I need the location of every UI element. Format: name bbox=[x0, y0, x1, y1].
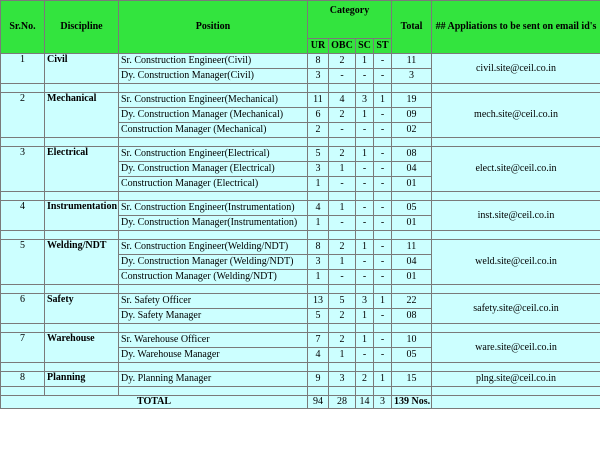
ur-cell: 8 bbox=[308, 240, 329, 255]
obc-cell: 2 bbox=[329, 147, 356, 162]
sr-no-cell: 1 bbox=[1, 54, 45, 84]
spacer-cell bbox=[45, 84, 119, 93]
total-cell: 05 bbox=[392, 348, 432, 363]
sr-no-cell: 4 bbox=[1, 201, 45, 231]
header-discipline: Discipline bbox=[45, 1, 119, 54]
position-cell: Dy. Construction Manager(Instrumentation) bbox=[119, 216, 308, 231]
table-row bbox=[1, 201, 600, 216]
spacer-cell bbox=[356, 231, 374, 240]
obc-cell: - bbox=[329, 216, 356, 231]
spacer-row bbox=[1, 324, 600, 333]
spacer-cell bbox=[432, 231, 600, 240]
spacer-cell bbox=[329, 138, 356, 147]
spacer-cell bbox=[432, 192, 600, 201]
table-row bbox=[1, 372, 600, 387]
discipline-cell: Welding/NDT bbox=[45, 240, 119, 285]
discipline-cell: Electrical bbox=[45, 147, 119, 192]
spacer-cell bbox=[356, 387, 374, 396]
table-row bbox=[1, 147, 600, 162]
spacer-cell bbox=[1, 192, 45, 201]
spacer-cell bbox=[329, 192, 356, 201]
spacer-cell bbox=[329, 324, 356, 333]
st-cell: - bbox=[374, 255, 392, 270]
spacer-row bbox=[1, 387, 600, 396]
st-cell: - bbox=[374, 69, 392, 84]
obc-cell: - bbox=[329, 177, 356, 192]
header-st: ST bbox=[374, 39, 392, 54]
position-cell: Construction Manager (Welding/NDT) bbox=[119, 270, 308, 285]
header-obc: OBC bbox=[329, 39, 356, 54]
obc-cell: 3 bbox=[329, 372, 356, 387]
spacer-cell bbox=[392, 387, 432, 396]
spacer-cell bbox=[392, 363, 432, 372]
sc-cell: 3 bbox=[356, 294, 374, 309]
total-label: TOTAL bbox=[1, 396, 308, 409]
obc-cell: 4 bbox=[329, 93, 356, 108]
table-row bbox=[1, 54, 600, 69]
total-ur-cell: 94 bbox=[308, 396, 329, 409]
spacer-row bbox=[1, 363, 600, 372]
total-cell: 11 bbox=[392, 54, 432, 69]
spacer-cell bbox=[356, 84, 374, 93]
obc-cell: 1 bbox=[329, 348, 356, 363]
st-cell: - bbox=[374, 177, 392, 192]
total-cell: 01 bbox=[392, 216, 432, 231]
spacer-cell bbox=[119, 387, 308, 396]
total-cell: 09 bbox=[392, 108, 432, 123]
discipline-cell: Instrumentation bbox=[45, 201, 119, 231]
total-total-cell: 139 Nos. bbox=[392, 396, 432, 409]
spacer-cell bbox=[1, 363, 45, 372]
sc-cell: 1 bbox=[356, 54, 374, 69]
ur-cell: 1 bbox=[308, 216, 329, 231]
spacer-cell bbox=[308, 363, 329, 372]
spacer-cell bbox=[432, 324, 600, 333]
position-cell: Sr. Construction Engineer(Civil) bbox=[119, 54, 308, 69]
spacer-cell bbox=[119, 192, 308, 201]
obc-cell: 2 bbox=[329, 309, 356, 324]
ur-cell: 5 bbox=[308, 309, 329, 324]
sc-cell: - bbox=[356, 69, 374, 84]
spacer-cell bbox=[432, 84, 600, 93]
spacer-cell bbox=[119, 324, 308, 333]
position-cell: Sr. Warehouse Officer bbox=[119, 333, 308, 348]
sc-cell: - bbox=[356, 177, 374, 192]
position-cell: Sr. Safety Officer bbox=[119, 294, 308, 309]
sr-no-cell: 2 bbox=[1, 93, 45, 138]
ur-cell: 11 bbox=[308, 93, 329, 108]
position-cell: Dy. Construction Manager(Civil) bbox=[119, 69, 308, 84]
header-position: Position bbox=[119, 1, 308, 54]
spacer-cell bbox=[392, 84, 432, 93]
total-email-cell bbox=[432, 396, 600, 409]
position-cell: Construction Manager (Mechanical) bbox=[119, 123, 308, 138]
obc-cell: 2 bbox=[329, 333, 356, 348]
spacer-cell bbox=[374, 363, 392, 372]
st-cell: - bbox=[374, 123, 392, 138]
st-cell: 1 bbox=[374, 294, 392, 309]
discipline-cell: Planning bbox=[45, 372, 119, 387]
spacer-cell bbox=[374, 192, 392, 201]
spacer-row bbox=[1, 138, 600, 147]
spacer-cell bbox=[432, 138, 600, 147]
spacer-cell bbox=[45, 192, 119, 201]
sc-cell: 1 bbox=[356, 147, 374, 162]
sr-no-cell: 8 bbox=[1, 372, 45, 387]
sc-cell: - bbox=[356, 270, 374, 285]
ur-cell: 3 bbox=[308, 69, 329, 84]
sc-cell: 1 bbox=[356, 108, 374, 123]
spacer-row bbox=[1, 84, 600, 93]
table-row bbox=[1, 240, 600, 255]
spacer-cell bbox=[1, 324, 45, 333]
position-cell: Sr. Construction Engineer(Instrumentation) bbox=[119, 201, 308, 216]
spacer-cell bbox=[45, 231, 119, 240]
ur-cell: 4 bbox=[308, 348, 329, 363]
spacer-cell bbox=[329, 387, 356, 396]
obc-cell: - bbox=[329, 69, 356, 84]
spacer-cell bbox=[119, 285, 308, 294]
spacer-cell bbox=[308, 84, 329, 93]
total-cell: 3 bbox=[392, 69, 432, 84]
ur-cell: 4 bbox=[308, 201, 329, 216]
total-cell: 01 bbox=[392, 177, 432, 192]
sc-cell: - bbox=[356, 348, 374, 363]
total-cell: 01 bbox=[392, 270, 432, 285]
spacer-cell bbox=[329, 84, 356, 93]
spacer-cell bbox=[392, 138, 432, 147]
total-cell: 10 bbox=[392, 333, 432, 348]
spacer-cell bbox=[308, 231, 329, 240]
obc-cell: 1 bbox=[329, 162, 356, 177]
total-cell: 11 bbox=[392, 240, 432, 255]
spacer-cell bbox=[374, 285, 392, 294]
spacer-row bbox=[1, 231, 600, 240]
email-cell: plng.site@ceil.co.in bbox=[432, 372, 600, 387]
total-cell: 22 bbox=[392, 294, 432, 309]
spacer-cell bbox=[356, 363, 374, 372]
st-cell: - bbox=[374, 333, 392, 348]
spacer-cell bbox=[1, 138, 45, 147]
sc-cell: - bbox=[356, 216, 374, 231]
discipline-cell: Mechanical bbox=[45, 93, 119, 138]
spacer-cell bbox=[392, 324, 432, 333]
spacer-cell bbox=[356, 285, 374, 294]
spacer-cell bbox=[308, 324, 329, 333]
spacer-cell bbox=[45, 363, 119, 372]
spacer-cell bbox=[392, 285, 432, 294]
spacer-cell bbox=[1, 285, 45, 294]
email-cell: elect.site@ceil.co.in bbox=[432, 147, 600, 192]
sc-cell: - bbox=[356, 123, 374, 138]
position-cell: Dy. Warehouse Manager bbox=[119, 348, 308, 363]
spacer-cell bbox=[374, 138, 392, 147]
ur-cell: 5 bbox=[308, 147, 329, 162]
spacer-cell bbox=[392, 192, 432, 201]
spacer-cell bbox=[1, 231, 45, 240]
st-cell: 1 bbox=[374, 372, 392, 387]
obc-cell: 2 bbox=[329, 54, 356, 69]
st-cell: - bbox=[374, 348, 392, 363]
sc-cell: 1 bbox=[356, 240, 374, 255]
obc-cell: 2 bbox=[329, 108, 356, 123]
obc-cell: - bbox=[329, 270, 356, 285]
sc-cell: 3 bbox=[356, 93, 374, 108]
ur-cell: 7 bbox=[308, 333, 329, 348]
position-cell: Sr. Construction Engineer(Welding/NDT) bbox=[119, 240, 308, 255]
ur-cell: 3 bbox=[308, 255, 329, 270]
total-cell: 02 bbox=[392, 123, 432, 138]
discipline-cell: Warehouse bbox=[45, 333, 119, 363]
st-cell: - bbox=[374, 216, 392, 231]
total-cell: 19 bbox=[392, 93, 432, 108]
st-cell: - bbox=[374, 270, 392, 285]
sc-cell: - bbox=[356, 201, 374, 216]
email-cell: inst.site@ceil.co.in bbox=[432, 201, 600, 231]
total-cell: 05 bbox=[392, 201, 432, 216]
st-cell: - bbox=[374, 147, 392, 162]
spacer-cell bbox=[308, 387, 329, 396]
st-cell: - bbox=[374, 162, 392, 177]
spacer-cell bbox=[432, 387, 600, 396]
spacer-cell bbox=[45, 138, 119, 147]
header-category: Category bbox=[308, 1, 392, 39]
spacer-cell bbox=[432, 285, 600, 294]
position-cell: Dy. Planning Manager bbox=[119, 372, 308, 387]
spacer-cell bbox=[356, 138, 374, 147]
spacer-row bbox=[1, 285, 600, 294]
total-sc-cell: 14 bbox=[356, 396, 374, 409]
spacer-cell bbox=[1, 387, 45, 396]
obc-cell: 1 bbox=[329, 255, 356, 270]
email-cell: civil.site@ceil.co.in bbox=[432, 54, 600, 84]
spacer-cell bbox=[329, 363, 356, 372]
spacer-cell bbox=[356, 324, 374, 333]
spacer-cell bbox=[392, 231, 432, 240]
position-cell: Dy. Construction Manager (Welding/NDT) bbox=[119, 255, 308, 270]
total-row bbox=[1, 396, 600, 409]
st-cell: - bbox=[374, 201, 392, 216]
spacer-cell bbox=[374, 324, 392, 333]
total-cell: 04 bbox=[392, 162, 432, 177]
sc-cell: - bbox=[356, 162, 374, 177]
spacer-cell bbox=[119, 363, 308, 372]
position-cell: Construction Manager (Electrical) bbox=[119, 177, 308, 192]
spacer-cell bbox=[308, 138, 329, 147]
email-cell: safety.site@ceil.co.in bbox=[432, 294, 600, 324]
spacer-cell bbox=[432, 363, 600, 372]
email-cell: weld.site@ceil.co.in bbox=[432, 240, 600, 285]
header-total: Total bbox=[392, 1, 432, 54]
sr-no-cell: 6 bbox=[1, 294, 45, 324]
spacer-cell bbox=[45, 387, 119, 396]
position-cell: Dy. Construction Manager (Electrical) bbox=[119, 162, 308, 177]
obc-cell: - bbox=[329, 123, 356, 138]
spacer-cell bbox=[374, 84, 392, 93]
email-cell: mech.site@ceil.co.in bbox=[432, 93, 600, 138]
st-cell: 1 bbox=[374, 93, 392, 108]
spacer-row bbox=[1, 192, 600, 201]
sr-no-cell: 5 bbox=[1, 240, 45, 285]
discipline-cell: Safety bbox=[45, 294, 119, 324]
spacer-cell bbox=[119, 231, 308, 240]
ur-cell: 1 bbox=[308, 177, 329, 192]
obc-cell: 1 bbox=[329, 201, 356, 216]
st-cell: - bbox=[374, 54, 392, 69]
table-row bbox=[1, 294, 600, 309]
spacer-cell bbox=[308, 285, 329, 294]
spacer-cell bbox=[374, 231, 392, 240]
header-ur: UR bbox=[308, 39, 329, 54]
spacer-cell bbox=[356, 192, 374, 201]
total-cell: 15 bbox=[392, 372, 432, 387]
total-cell: 08 bbox=[392, 309, 432, 324]
table-row bbox=[1, 93, 600, 108]
ur-cell: 2 bbox=[308, 123, 329, 138]
header-sr-no: Sr.No. bbox=[1, 1, 45, 54]
sc-cell: 1 bbox=[356, 309, 374, 324]
header-sc: SC bbox=[356, 39, 374, 54]
position-cell: Sr. Construction Engineer(Mechanical) bbox=[119, 93, 308, 108]
obc-cell: 5 bbox=[329, 294, 356, 309]
discipline-cell: Civil bbox=[45, 54, 119, 84]
table-row bbox=[1, 333, 600, 348]
ur-cell: 3 bbox=[308, 162, 329, 177]
sr-no-cell: 7 bbox=[1, 333, 45, 363]
sc-cell: 1 bbox=[356, 333, 374, 348]
ur-cell: 8 bbox=[308, 54, 329, 69]
spacer-cell bbox=[1, 84, 45, 93]
st-cell: - bbox=[374, 240, 392, 255]
total-cell: 04 bbox=[392, 255, 432, 270]
email-cell: ware.site@ceil.co.in bbox=[432, 333, 600, 363]
ur-cell: 1 bbox=[308, 270, 329, 285]
total-obc-cell: 28 bbox=[329, 396, 356, 409]
total-st-cell: 3 bbox=[374, 396, 392, 409]
ur-cell: 6 bbox=[308, 108, 329, 123]
st-cell: - bbox=[374, 309, 392, 324]
spacer-cell bbox=[329, 231, 356, 240]
position-cell: Sr. Construction Engineer(Electrical) bbox=[119, 147, 308, 162]
position-cell: Dy. Safety Manager bbox=[119, 309, 308, 324]
spacer-cell bbox=[45, 324, 119, 333]
table-body bbox=[1, 54, 600, 409]
sc-cell: - bbox=[356, 255, 374, 270]
st-cell: - bbox=[374, 108, 392, 123]
spacer-cell bbox=[374, 387, 392, 396]
spacer-cell bbox=[329, 285, 356, 294]
obc-cell: 2 bbox=[329, 240, 356, 255]
sc-cell: 2 bbox=[356, 372, 374, 387]
ur-cell: 9 bbox=[308, 372, 329, 387]
position-cell: Dy. Construction Manager (Mechanical) bbox=[119, 108, 308, 123]
ur-cell: 13 bbox=[308, 294, 329, 309]
spacer-cell bbox=[119, 138, 308, 147]
spacer-cell bbox=[45, 285, 119, 294]
spacer-cell bbox=[119, 84, 308, 93]
sr-no-cell: 3 bbox=[1, 147, 45, 192]
spacer-cell bbox=[308, 192, 329, 201]
header-email: ## Appliations to be sent on email id's bbox=[432, 1, 600, 54]
total-cell: 08 bbox=[392, 147, 432, 162]
